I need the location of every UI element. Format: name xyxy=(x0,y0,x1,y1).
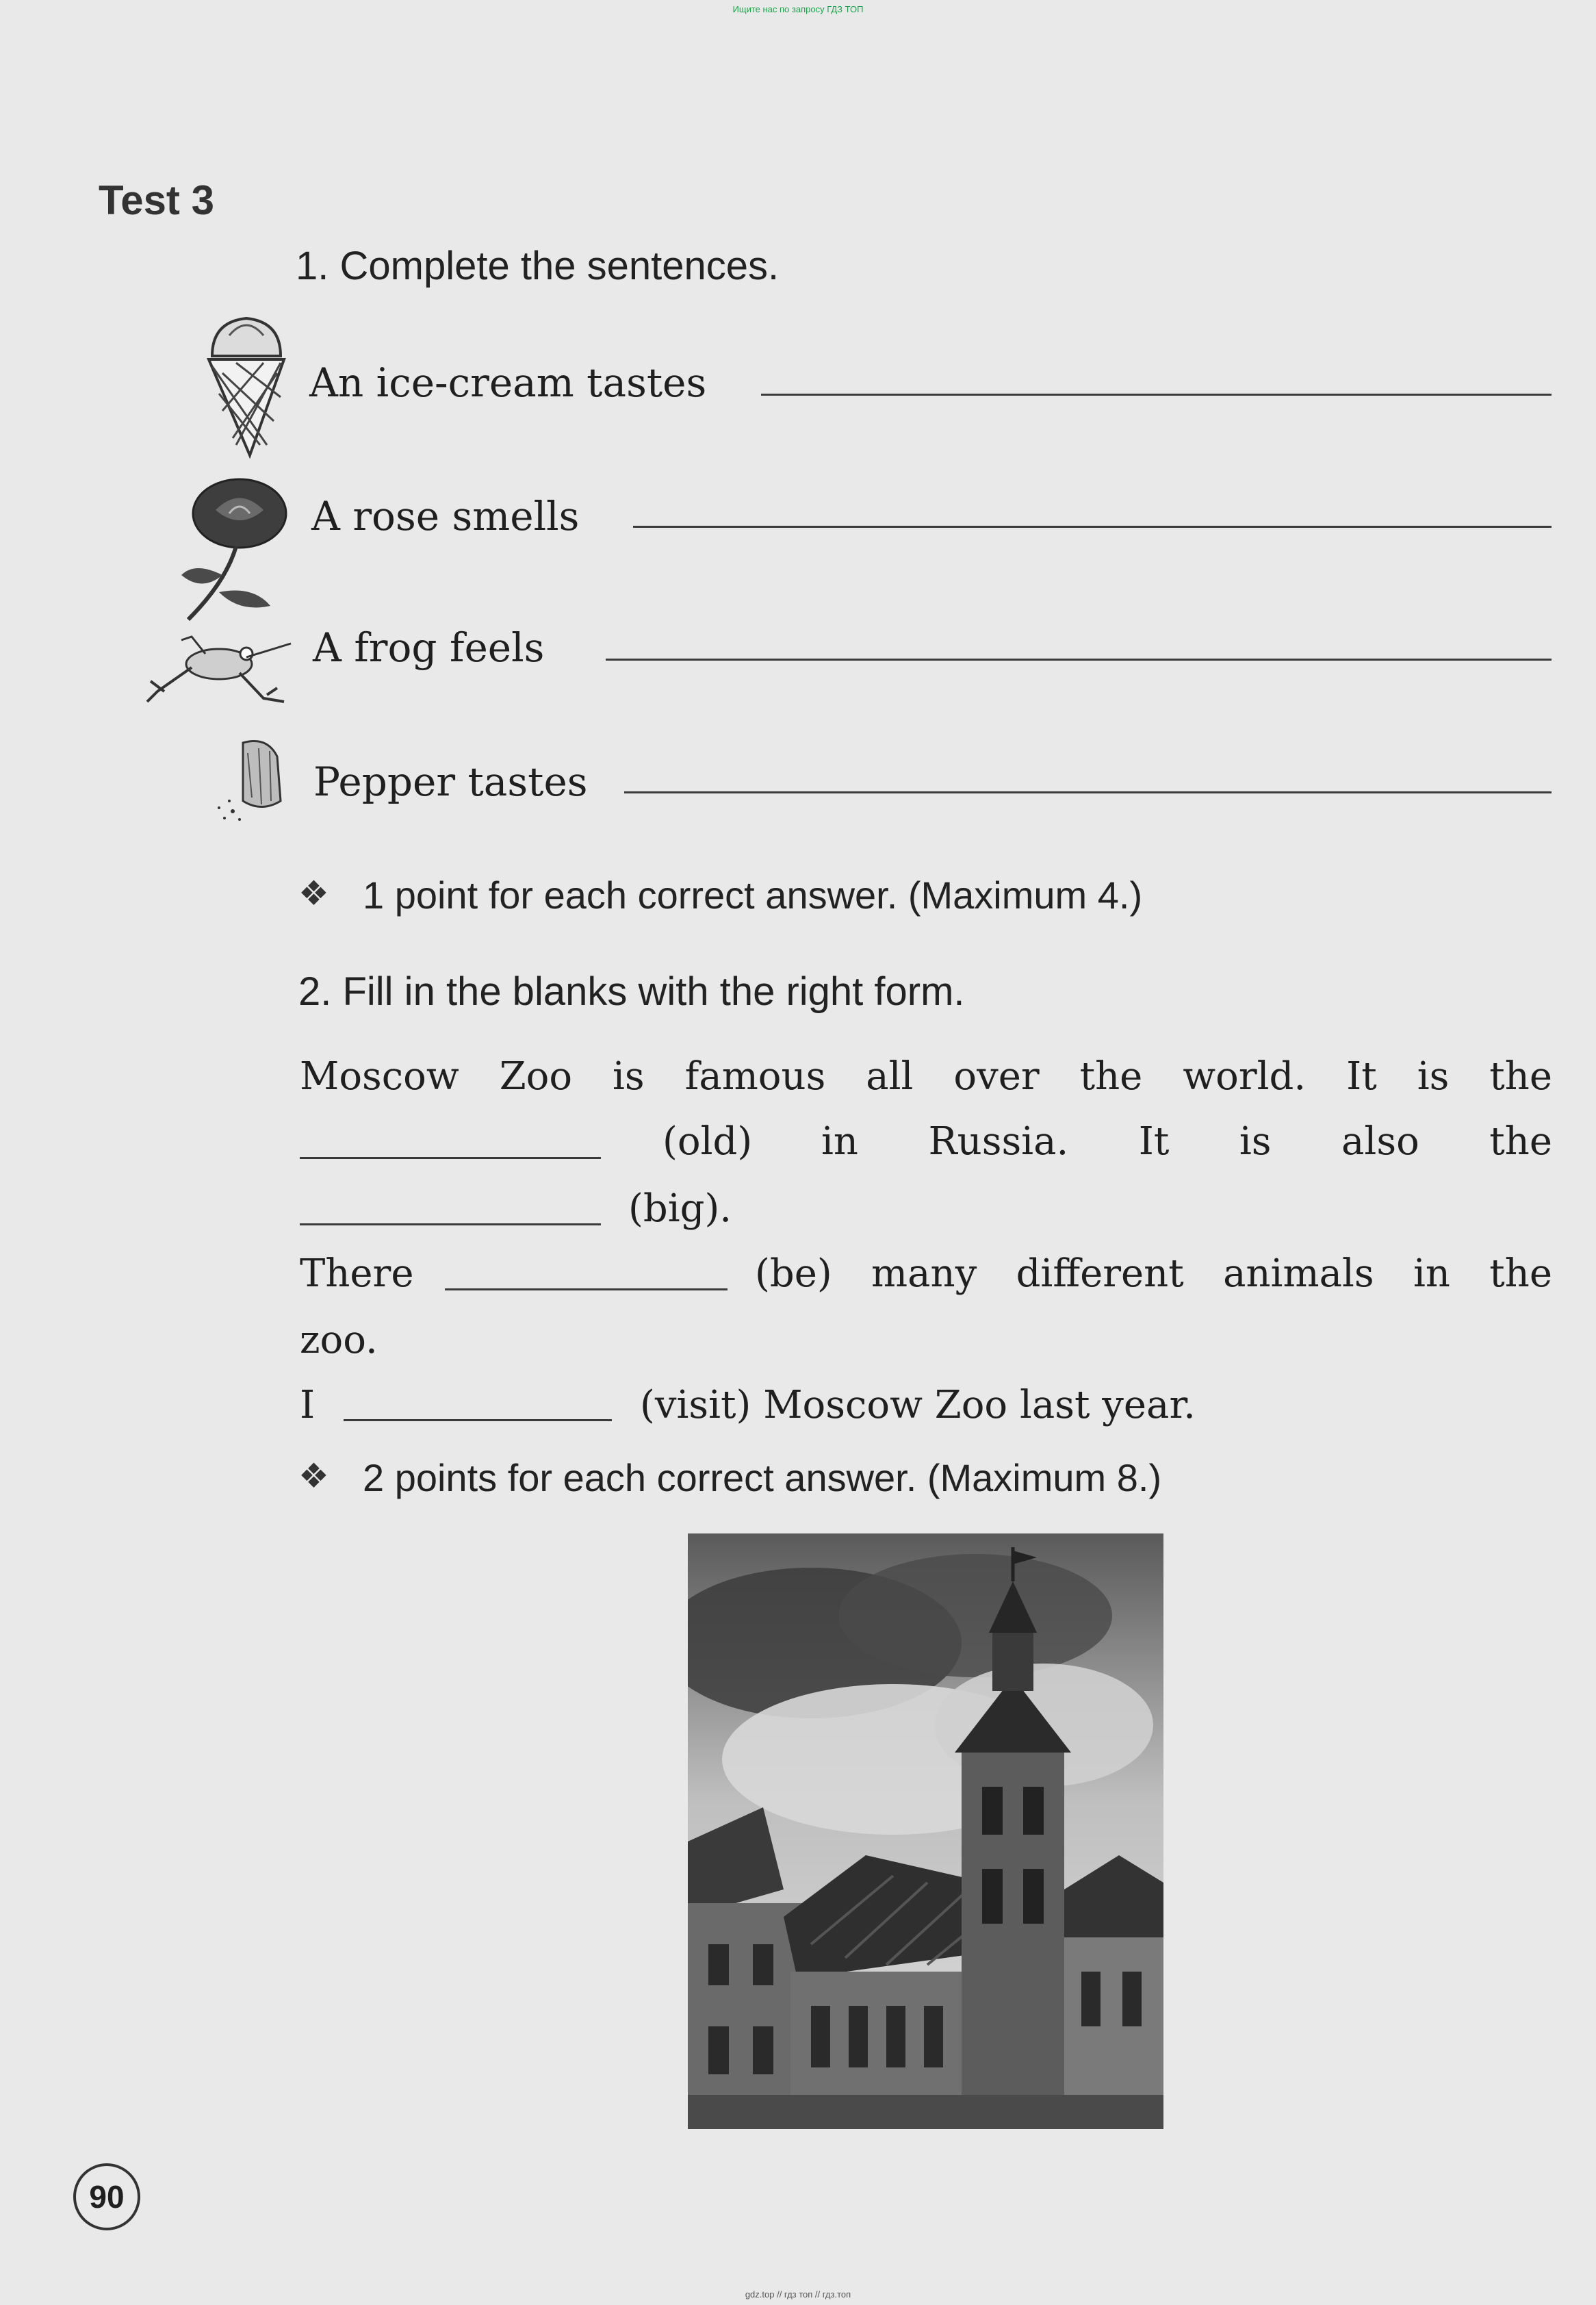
answer-blank-3[interactable] xyxy=(606,659,1552,661)
answer-blank-be[interactable] xyxy=(445,1288,728,1290)
pepper-icon xyxy=(212,736,294,825)
header-search-hint[interactable]: Ищите нас по запросу ГДЗ ТОП xyxy=(732,4,864,14)
answer-blank-old[interactable] xyxy=(300,1157,601,1159)
ice-cream-icon xyxy=(198,308,294,459)
footer-site-links[interactable]: gdz.top // гдз топ // гдз.топ xyxy=(745,2289,851,2300)
answer-blank-2[interactable] xyxy=(633,526,1552,528)
task1-sentence-3: A frog feels xyxy=(313,624,545,671)
answer-blank-big[interactable] xyxy=(300,1223,601,1225)
answer-blank-4[interactable] xyxy=(624,791,1552,793)
task2-heading: 2. Fill in the blanks with the right form. xyxy=(298,969,965,1014)
diamond-bullet-icon: ❖ xyxy=(298,1457,329,1495)
task1-points: 1 point for each correct answer. (Maximum 4.) xyxy=(363,874,1143,917)
task1-sentence-2: A rose smells xyxy=(311,493,580,539)
task2-there: There xyxy=(300,1251,414,1296)
diamond-bullet-icon: ❖ xyxy=(298,874,329,913)
task2-line-1: Moscow Zoo is famous all over the world. It is the xyxy=(300,1054,1552,1099)
answer-blank-1[interactable] xyxy=(761,394,1552,396)
page-title: Test 3 xyxy=(99,177,214,223)
task2-line-4: (be) many different animals in the xyxy=(755,1251,1552,1296)
task2-i: I xyxy=(300,1383,316,1427)
task2-line-2: in Russia. It is also the xyxy=(821,1119,1552,1164)
task2-points: 2 points for each correct answer. (Maximum 8.) xyxy=(363,1456,1162,1499)
task2-word-big: (big). xyxy=(628,1186,732,1231)
task2-word-old: (old) xyxy=(662,1119,753,1164)
answer-blank-visit[interactable] xyxy=(344,1419,612,1421)
rose-icon xyxy=(168,472,298,626)
zoo-castle-photo xyxy=(688,1533,1163,2129)
task2-line-6: (visit) Moscow Zoo last year. xyxy=(640,1383,1196,1427)
page-number: 90 xyxy=(73,2163,140,2230)
task1-sentence-1: An ice-cream tastes xyxy=(309,359,707,406)
task2-zoo: zoo. xyxy=(300,1318,378,1362)
task1-heading: 1. Complete the sentences. xyxy=(296,244,780,288)
frog-icon xyxy=(144,626,294,709)
task1-sentence-4: Pepper tastes xyxy=(313,759,588,805)
